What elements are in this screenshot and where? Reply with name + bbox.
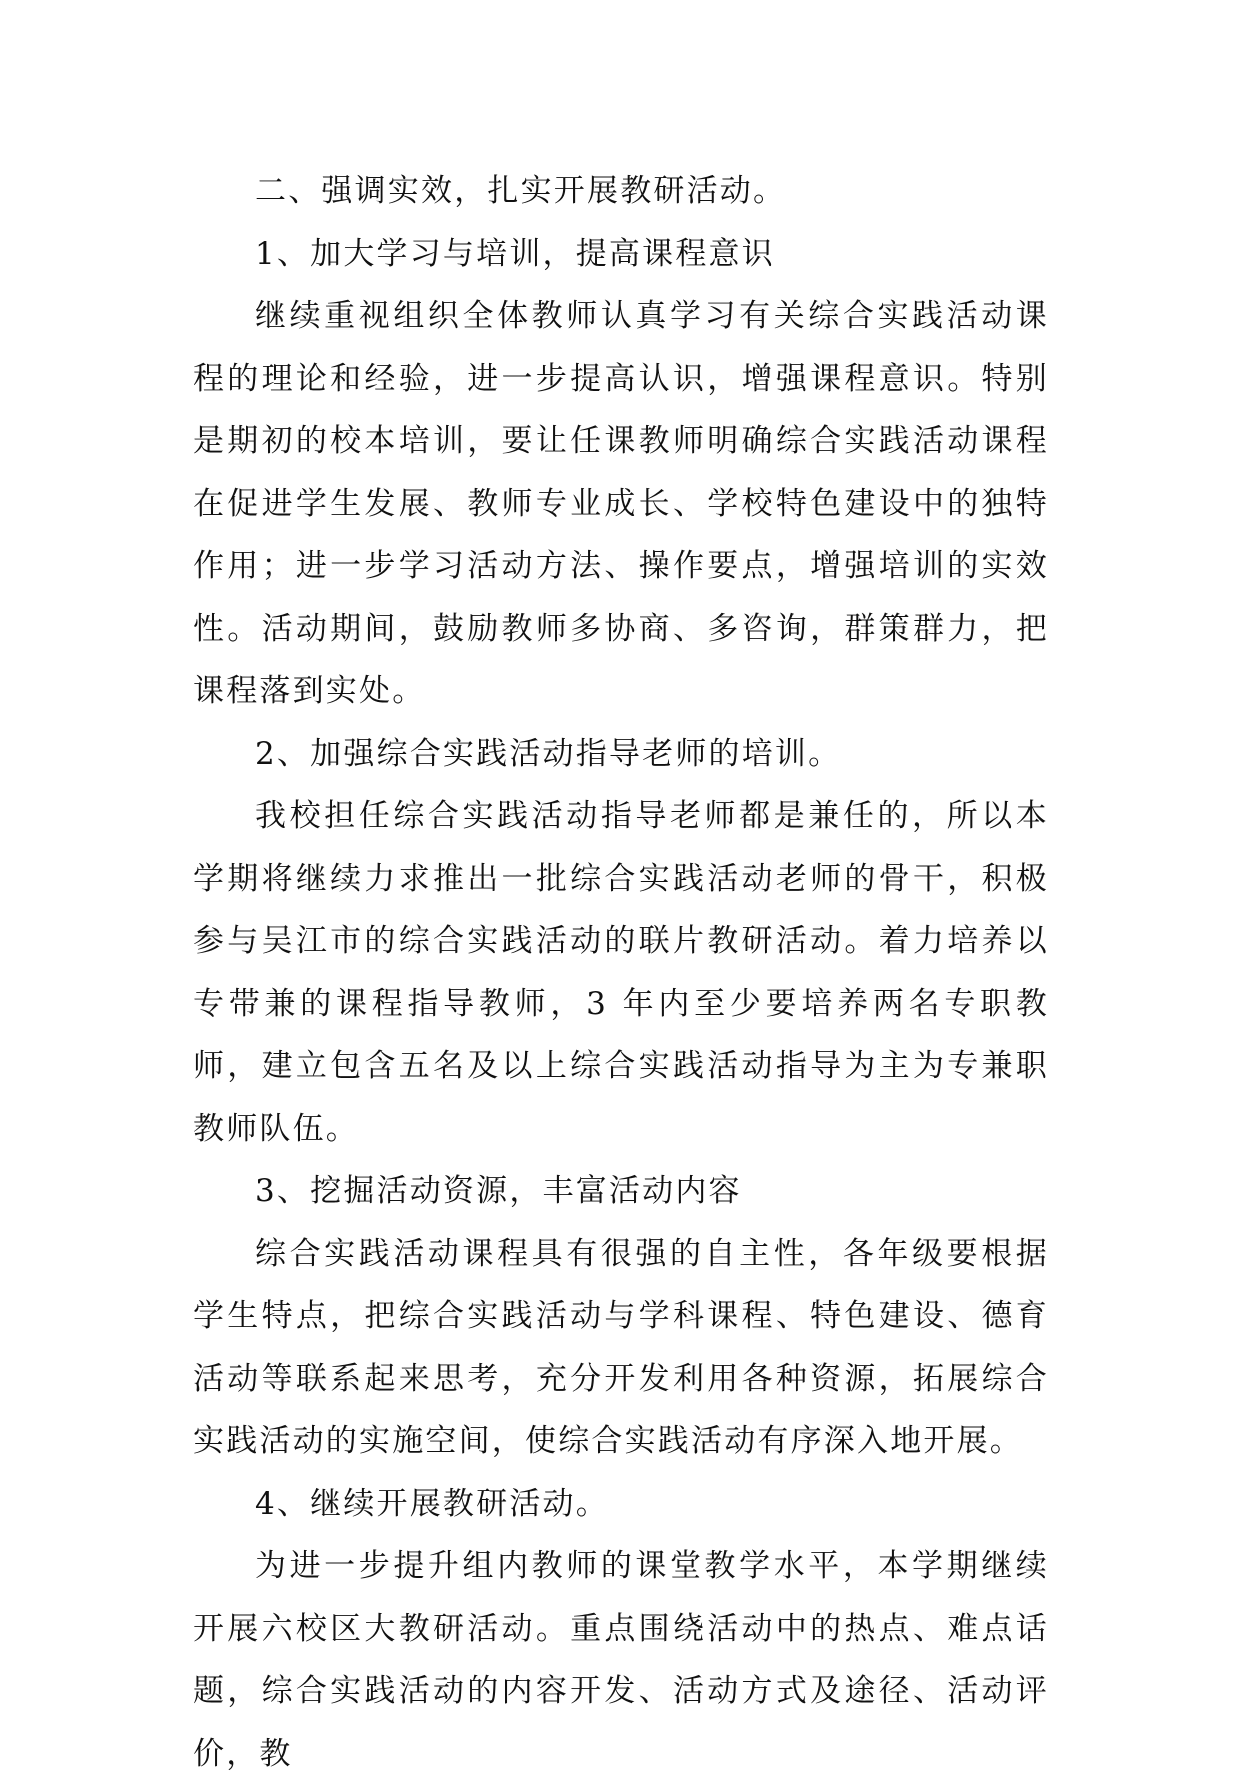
subheading-4: 4、继续开展教研活动。 <box>255 1485 609 1522</box>
subheading-3: 3、挖掘活动资源，丰富活动内容 <box>255 1173 742 1209</box>
subheading-2: 2、加强综合实践活动指导老师的培训。 <box>255 735 842 772</box>
paragraph-4: 为进一步提升组内教师的课堂教学水平，本学期继续开展六校区大教研活动。重点围绕活动中的热点、难点话题，综合实践活动的内容开发、活动方式及途径、活动评价，教 <box>193 1548 1049 1772</box>
document-body <box>193 160 1049 1785</box>
subheading-1: 1、加大学习与培训，提高课程意识 <box>255 235 775 272</box>
paragraph-2: 我校担任综合实践活动指导老师都是兼任的，所以本学期将继续力求推出一批综合实践活动老师的骨干，积极参与吴江市的综合实践活动的联片教研活动。着力培养以专带兼的课程指导教师，3 年内至少要培养两名专职教师，建立包含五名及以上综合实践活动指导为主为专兼职教师队伍。 <box>193 798 1049 1147</box>
paragraph-3: 综合实践活动课程具有很强的自主性，各年级要根据学生特点，把综合实践活动与学科课程、特色建设、德育活动等联系起来思考，充分开发利用各种资源，拓展综合实践活动的实施空间，使综合实践活动有序深入地开展。 <box>193 1235 1049 1459</box>
paragraph-1: 继续重视组织全体教师认真学习有关综合实践活动课程的理论和经验，进一步提高认识，增强课程意识。特别是期初的校本培训，要让任课教师明确综合实践活动课程在促进学生发展、教师专业成长、学校特色建设中的独特作用；进一步学习活动方法、操作要点，增强培训的实效性。活动期间，鼓励教师多协商、多咨询，群策群力，把课程落到实处。 <box>193 298 1049 709</box>
section-heading: 二、强调实效，扎实开展教研活动。 <box>255 173 787 209</box>
